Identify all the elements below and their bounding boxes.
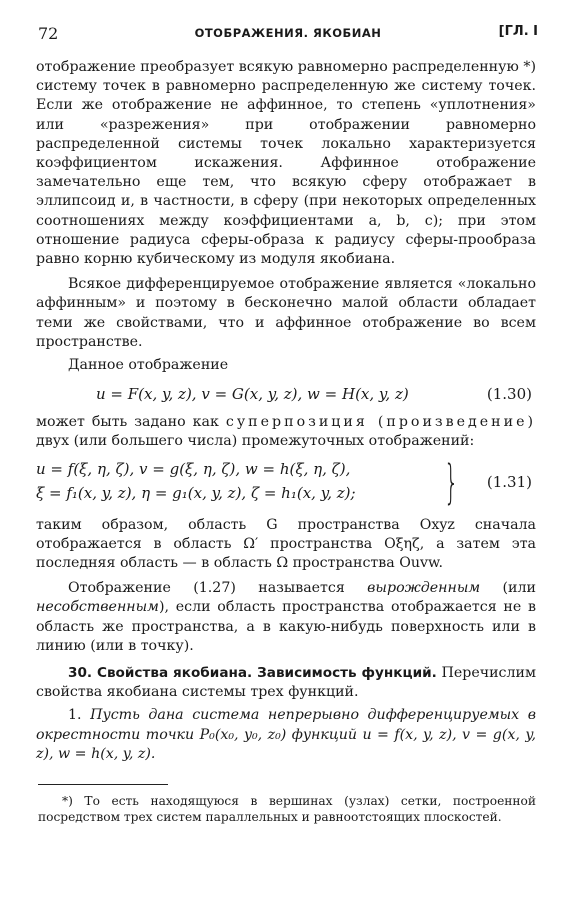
page-header xyxy=(38,24,538,46)
section-intro: Перечислим свойства якобиана системы трех функций. xyxy=(36,665,536,701)
equation-1-31-line-1: u = f(ξ, η, ζ), v = g(ξ, η, ζ), w = h(ξ, η, ζ), xyxy=(36,459,351,478)
item-1-number: 1. xyxy=(68,707,82,724)
paragraph-4 xyxy=(36,413,536,451)
item-1-text: Пусть дана система непрерывно дифференцируемых в окрестности точки P₀(x₀, y₀, z₀) функций u = f(x, y, z), v = g(x, y, z), w = h(x, y, z). xyxy=(36,707,536,762)
equation-1-30-number: (1.30) xyxy=(486,385,532,404)
paragraph-4-start: может быть задано как xyxy=(36,414,219,431)
paragraph-4-spaced: суперпозиция (произведение) xyxy=(225,414,537,431)
paragraph-1: отображение преобразует всякую равномерно распределенную *) систему точек в равномерно распределенную же систему точек. Если же отображение не аффинное, то степень «уплотнения» или «разрежения» при отображении равномерно распределенной системы точек локально характеризуется коэффициентом искажения. Аффинное отображение замечательно еще тем, что всякую сферу отображает в эллипсоид и, в частности, в сферу (при некоторых определенных соотношениях между коэффициентами a, b, c); при этом отношение радиуса сферы-образа к радиусу сферы-прообраза равно корню кубическому из модуля якобиана. xyxy=(36,59,536,268)
equation-1-30 xyxy=(36,383,536,407)
chapter-marker: [ГЛ. I xyxy=(498,24,538,39)
term-improper: несобственным xyxy=(36,599,159,616)
paragraph-3: Данное отображение xyxy=(68,357,229,374)
footnote-text: *) То есть находящуюся в вершинах (узлах) сетки, построенной посредством трех систем параллельных и равноотстоящих плоскостей. xyxy=(38,794,536,824)
section-30 xyxy=(36,664,536,702)
page-number: 72 xyxy=(38,24,59,43)
term-degenerate: вырожденным xyxy=(367,580,481,597)
paragraph-2: Всякое дифференцируемое отображение является «локально аффинным» и поэтому в бесконечно малой области обладает теми же свойствами, что и аффинное отображение во всем пространстве. xyxy=(36,276,536,350)
equation-1-31 xyxy=(36,456,536,512)
paragraph-6-mid: (или xyxy=(480,580,536,597)
paragraph-4-end: двух (или большего числа) промежуточных отображений: xyxy=(36,433,475,450)
footnote xyxy=(38,793,536,825)
footnote-rule xyxy=(38,784,168,785)
paragraph-6-start: Отображение (1.27) называется xyxy=(68,580,368,597)
paragraph-5: таким образом, область G пространства Oxyz сначала отображается в область Ω′ пространства Oξηζ, а затем эта последняя область — в область Ω пространства Ouvw. xyxy=(36,516,536,572)
section-heading: 30. Свойства якобиана. Зависимость функций. xyxy=(68,665,437,682)
running-title: ОТОБРАЖЕНИЯ. ЯКОБИАН xyxy=(194,26,382,40)
equation-1-30-text: u = F(x, y, z), v = G(x, y, z), w = H(x, y, z) xyxy=(96,385,409,404)
item-1 xyxy=(36,706,536,764)
page-body xyxy=(36,58,536,764)
paragraph-6 xyxy=(36,579,536,656)
equation-1-31-number: (1.31) xyxy=(486,472,532,491)
equation-1-31-line-2: ξ = f₁(x, y, z), η = g₁(x, y, z), ζ = h₁(x, y, z); xyxy=(36,483,356,502)
paragraph-6-end: ), если область пространства отображается не в область же пространства, а в какую-нибудь поверхность или в линию (или в точку). xyxy=(36,599,536,654)
right-brace: } xyxy=(444,454,459,509)
